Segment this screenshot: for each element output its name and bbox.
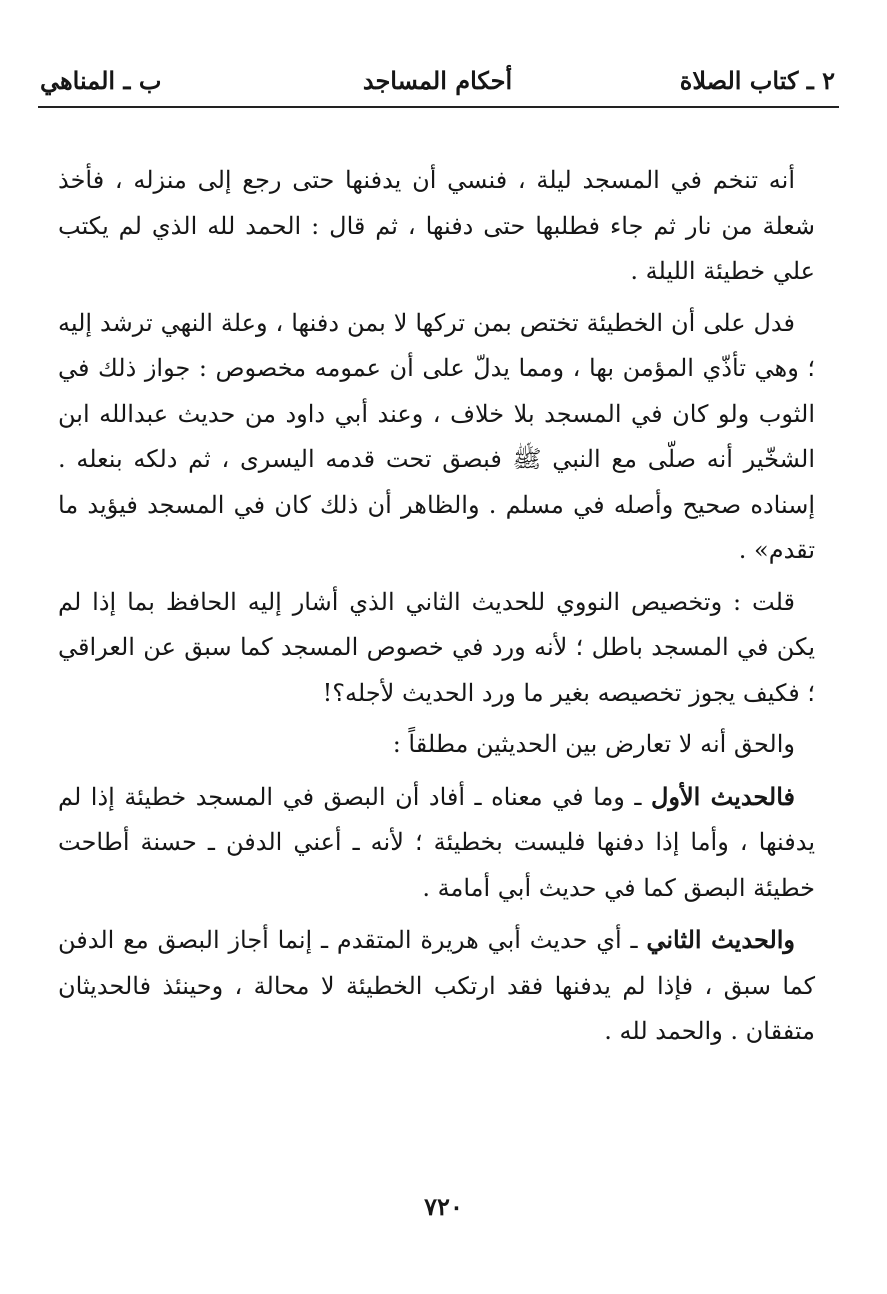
paragraph-text: فدل على أن الخطيئة تختص بمن تركها لا بمن دفنها ، وعلة النهي ترشد إليه ؛ وهي تأذّي المؤمن بها ، ومما يدلّ على أن عمومه مخصوص : جواز ذلك في الثوب ولو كان في المسجد بلا خلاف ، وعند أبي داود من حديث عبدالله ابن الشخّير أنه صلّى مع النبي ﷺ فبصق تحت قدمه اليسرى ، ثم دلكه بنعله . إسناده صحيح وأصله في مسلم . والظاهر أن ذلك كان في المسجد فيؤيد ما تقدم» . (58, 308, 815, 564)
paragraph-text: أنه تنخم في المسجد ليلة ، فنسي أن يدفنها حتى رجع إلى منزله ، فأخذ شعلة من نار ثم جاء فطلبها حتى دفنها ، ثم قال : الحمد لله الذي لم يكتب علي خطيئة الليلة . (58, 166, 815, 285)
header-subsection: ب ـ المناهي (40, 66, 162, 95)
paragraph-text: والحق أنه لا تعارض بين الحديثين مطلقاً : (392, 730, 795, 758)
header-divider (38, 106, 839, 108)
paragraph-lead: فالحديث الأول (650, 781, 796, 811)
paragraph-5 (58, 774, 815, 912)
body-text (58, 158, 815, 1061)
paragraph-6 (58, 917, 815, 1055)
paragraph-text: قلت : وتخصيص النووي للحديث الثاني الذي أشار إليه الحافظ بما إذا لم يكن في المسجد باطل ؛ لأنه ورد في خصوص المسجد كما سبق عن العراقي ؛ فكيف يجوز تخصيصه بغير ما ورد الحديث لأجله؟! (58, 587, 815, 707)
running-header (40, 66, 835, 106)
paragraph-lead: والحديث الثاني (646, 925, 796, 954)
paragraph-4 (58, 722, 815, 768)
page-number: ٧٢٠ (424, 1192, 463, 1221)
paragraph-text: ـ أي حديث أبي هريرة المتقدم ـ إنما أجاز البصق مع الدفن كما سبق ، فإذا لم يدفنها فقد ارتكب الخطيئة لا محالة ، وحينئذ فالحديثان متفقان . والحمد لله . (58, 926, 815, 1045)
paragraph-2 (58, 301, 815, 574)
paragraph-1 (58, 158, 815, 295)
header-section: أحكام المساجد (362, 66, 513, 95)
header-chapter: ٢ ـ كتاب الصلاة (679, 66, 835, 95)
paragraph-text: ـ وما في معناه ـ أفاد أن البصق في المسجد خطيئة إذا لم يدفنها ، وأما إذا دفنها فليست بخطيئة ؛ لأنه ـ أعني الدفن ـ حسنة أطاحت خطيئة البصق كما في حديث أبي أمامة . (58, 782, 815, 902)
paragraph-3 (58, 580, 815, 717)
